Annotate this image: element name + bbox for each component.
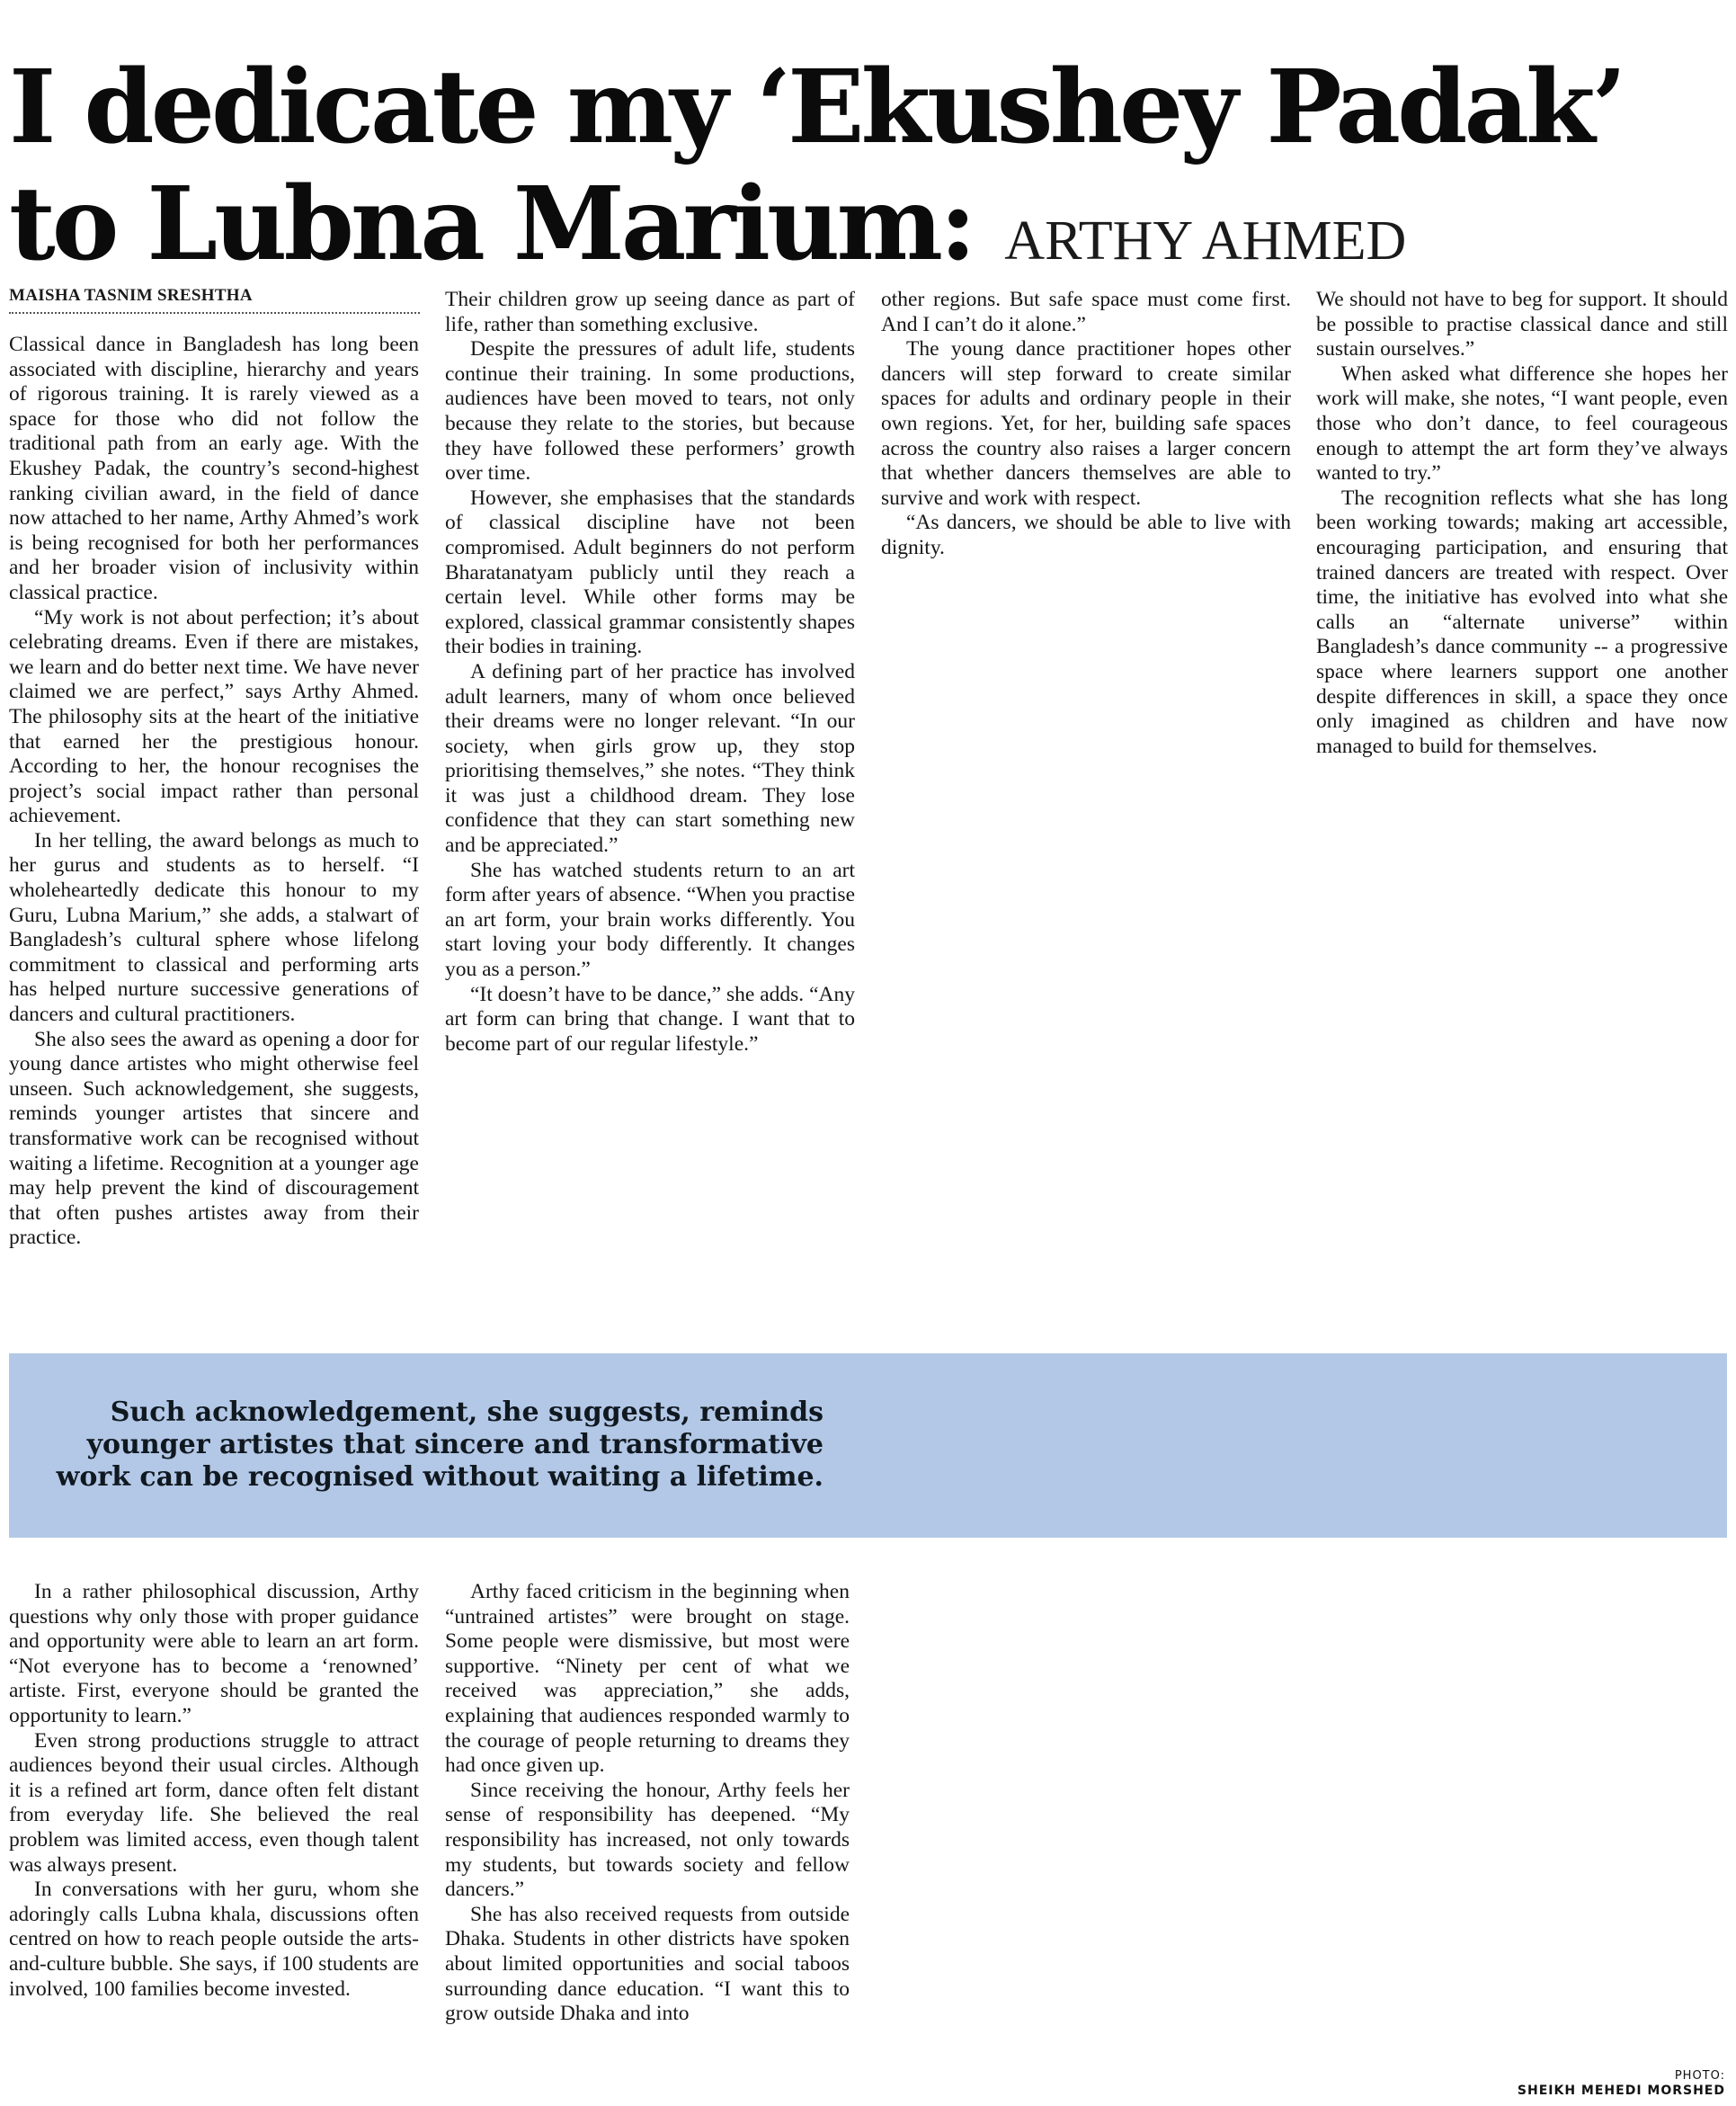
headline <box>9 49 1717 299</box>
paragraph: She also sees the award as opening a door for young dance artistes who might otherwise feel unseen. Such acknowledgement, she suggests, reminds younger artistes that sincere and transformative work can be recognised without waiting a lifetime. Recognition at a younger age may help prevent the kind of discouragement that often pushes artistes away from their practice. <box>9 1027 419 1250</box>
paragraph: However, she emphasises that the standards of classical discipline have not been compromised. Adult beginners do not perform Bharatanatyam publicly until they reach a certain level. While other forms may be explored, classical grammar consistently shapes their bodies in training. <box>445 486 855 659</box>
paragraph: When asked what difference she hopes her work will make, she notes, “I want people, even those who don’t dance, to feel courageous enough to attempt the art form they’ve always wanted to try.” <box>1316 361 1728 486</box>
paragraph: Classical dance in Bangladesh has long been associated with discipline, hierarchy and years of rigorous training. It is rarely viewed as a space for those who did not follow the traditional path from an early age. With the Ekushey Padak, the country’s second-highest ranking civilian award, in the field of dance now attached to her name, Arthy Ahmed’s work is being recognised for both her performances and her broader vision of inclusivity within classical practice. <box>9 333 419 604</box>
paragraph: Even strong productions struggle to attract audiences beyond their usual circles. Although it is a refined art form, dance often felt distant from everyday life. She believed the real problem was limited access, even though talent was always present. <box>9 1728 419 1877</box>
photo-credit-name: SHEIKH MEHEDI MORSHED <box>1517 2084 1725 2098</box>
article-column-2 <box>445 288 855 1057</box>
paragraph: “My work is not about perfection; it’s about celebrating dreams. Even if there are mistakes, we learn and do better next time. We have never claimed we are perfect,” says Arthy Ahmed. The philosophy sits at the heart of the initiative that earned her the prestigious honour. According to her, the honour recognises the project’s social impact rather than personal achievement. <box>9 605 419 828</box>
paragraph: Their children grow up seeing dance as part of life, rather than something exclusive. <box>445 288 855 336</box>
paragraph: The recognition reflects what she has long been working towards; making art accessible, encouraging participation, and ensuring that trained dancers are treated with respect. Over time, the initiative has evolved into what she calls an “alternate universe” within Bangladesh’s dance community -- a progressive space where learners support one another despite differences in skill, a space they once only imagined as children and have now managed to build for themselves. <box>1316 486 1728 758</box>
article-column-3 <box>881 288 1291 561</box>
paragraph: The young dance practitioner hopes other dancers will step forward to create similar spaces for adults and ordinary people in their own regions. Yet, for her, building safe spaces across the country also raises a larger concern that whether dancers themselves are able to survive and work with respect. <box>881 337 1291 510</box>
pull-quote: Such acknowledgement, she suggests, reminds younger artistes that sincere and transformative work can be recognised without waiting a lifetime. <box>56 1397 823 1493</box>
paragraph: “It doesn’t have to be dance,” she adds. “Any art form can bring that change. I want that to become part of our regular lifestyle.” <box>445 982 855 1056</box>
headline-subject: ARTHY AHMED <box>1004 210 1407 272</box>
paragraph: “As dancers, we should be able to live with dignity. <box>881 511 1291 559</box>
paragraph: Despite the pressures of adult life, students continue their training. In some productions, audiences have been moved to tears, not only because they relate to the stories, but because they have followed these performers’ growth over time. <box>445 337 855 486</box>
byline: MAISHA TASNIM SRESHTHA <box>9 286 420 314</box>
paragraph: She has watched students return to an art form after years of absence. “When you practise an art form, your brain works differently. You start loving your body differently. It changes you as a person.” <box>445 858 855 982</box>
paragraph: In her telling, the award belongs as much to her gurus and students as to herself. “I wholeheartedly dedicate this honour to my Guru, Lubna Marium,” she adds, a stalwart of Bangladesh’s cultural sphere whose lifelong commitment to classical and performing arts has helped nurture successive generations of dancers and cultural practitioners. <box>9 828 419 1027</box>
paragraph: Since receiving the honour, Arthy feels her sense of responsibility has deepened. “My responsibility has increased, not only towards my students, but towards society and fellow dancers.” <box>445 1778 850 1902</box>
paragraph: In conversations with her guru, whom she adoringly calls Lubna khala, discussions often centred on how to reach people outside the arts-and-culture bubble. She says, if 100 students are involved, 100 families become invested. <box>9 1878 419 2001</box>
paragraph: Arthy faced criticism in the beginning when “untrained artistes” were brought on stage. Some people were dismissive, but most were supportive. “Ninety per cent of what we received was appreciation,” she adds, explaining that audiences responded warmly to the courage of people returning to dreams they had once given up. <box>445 1580 850 1778</box>
paragraph: A defining part of her practice has involved adult learners, many of whom once believed their dreams were no longer relevant. “In our society, when girls grow up, they stop prioritising themselves,” she notes. “They think it was just a childhood dream. They lose confidence that they can start something new and be appreciated.” <box>445 659 855 858</box>
article-column-1 <box>9 333 419 1251</box>
paragraph: She has also received requests from outside Dhaka. Students in other districts have spoken about limited opportunities and social taboos surrounding dance education. “I want this to grow outside Dhaka and into <box>445 1902 850 2026</box>
photo-credit-label: PHOTO: <box>1674 2069 1725 2083</box>
article-column-5 <box>9 1580 419 2093</box>
article-column-6 <box>445 1580 850 2093</box>
article-column-4 <box>1316 288 1728 759</box>
pull-quote-box <box>9 1353 1727 1538</box>
paragraph: We should not have to beg for support. It should be possible to practise classical dance and still sustain ourselves.” <box>1316 288 1728 361</box>
paragraph: other regions. But safe space must come first. And I can’t do it alone.” <box>881 288 1291 336</box>
headline-line-2 <box>9 166 1717 299</box>
headline-main: to Lubna Marium: <box>9 165 974 283</box>
paragraph: In a rather philosophical discussion, Arthy questions why only those with proper guidance and opportunity were able to learn an art form. “Not everyone has to become a ‘renowned’ artiste. First, everyone should be granted the opportunity to learn.” <box>9 1580 419 1727</box>
headline-line-1: I dedicate my ‘Ekushey Padak’ <box>9 49 1624 166</box>
photo-credit <box>1518 2068 1725 2099</box>
